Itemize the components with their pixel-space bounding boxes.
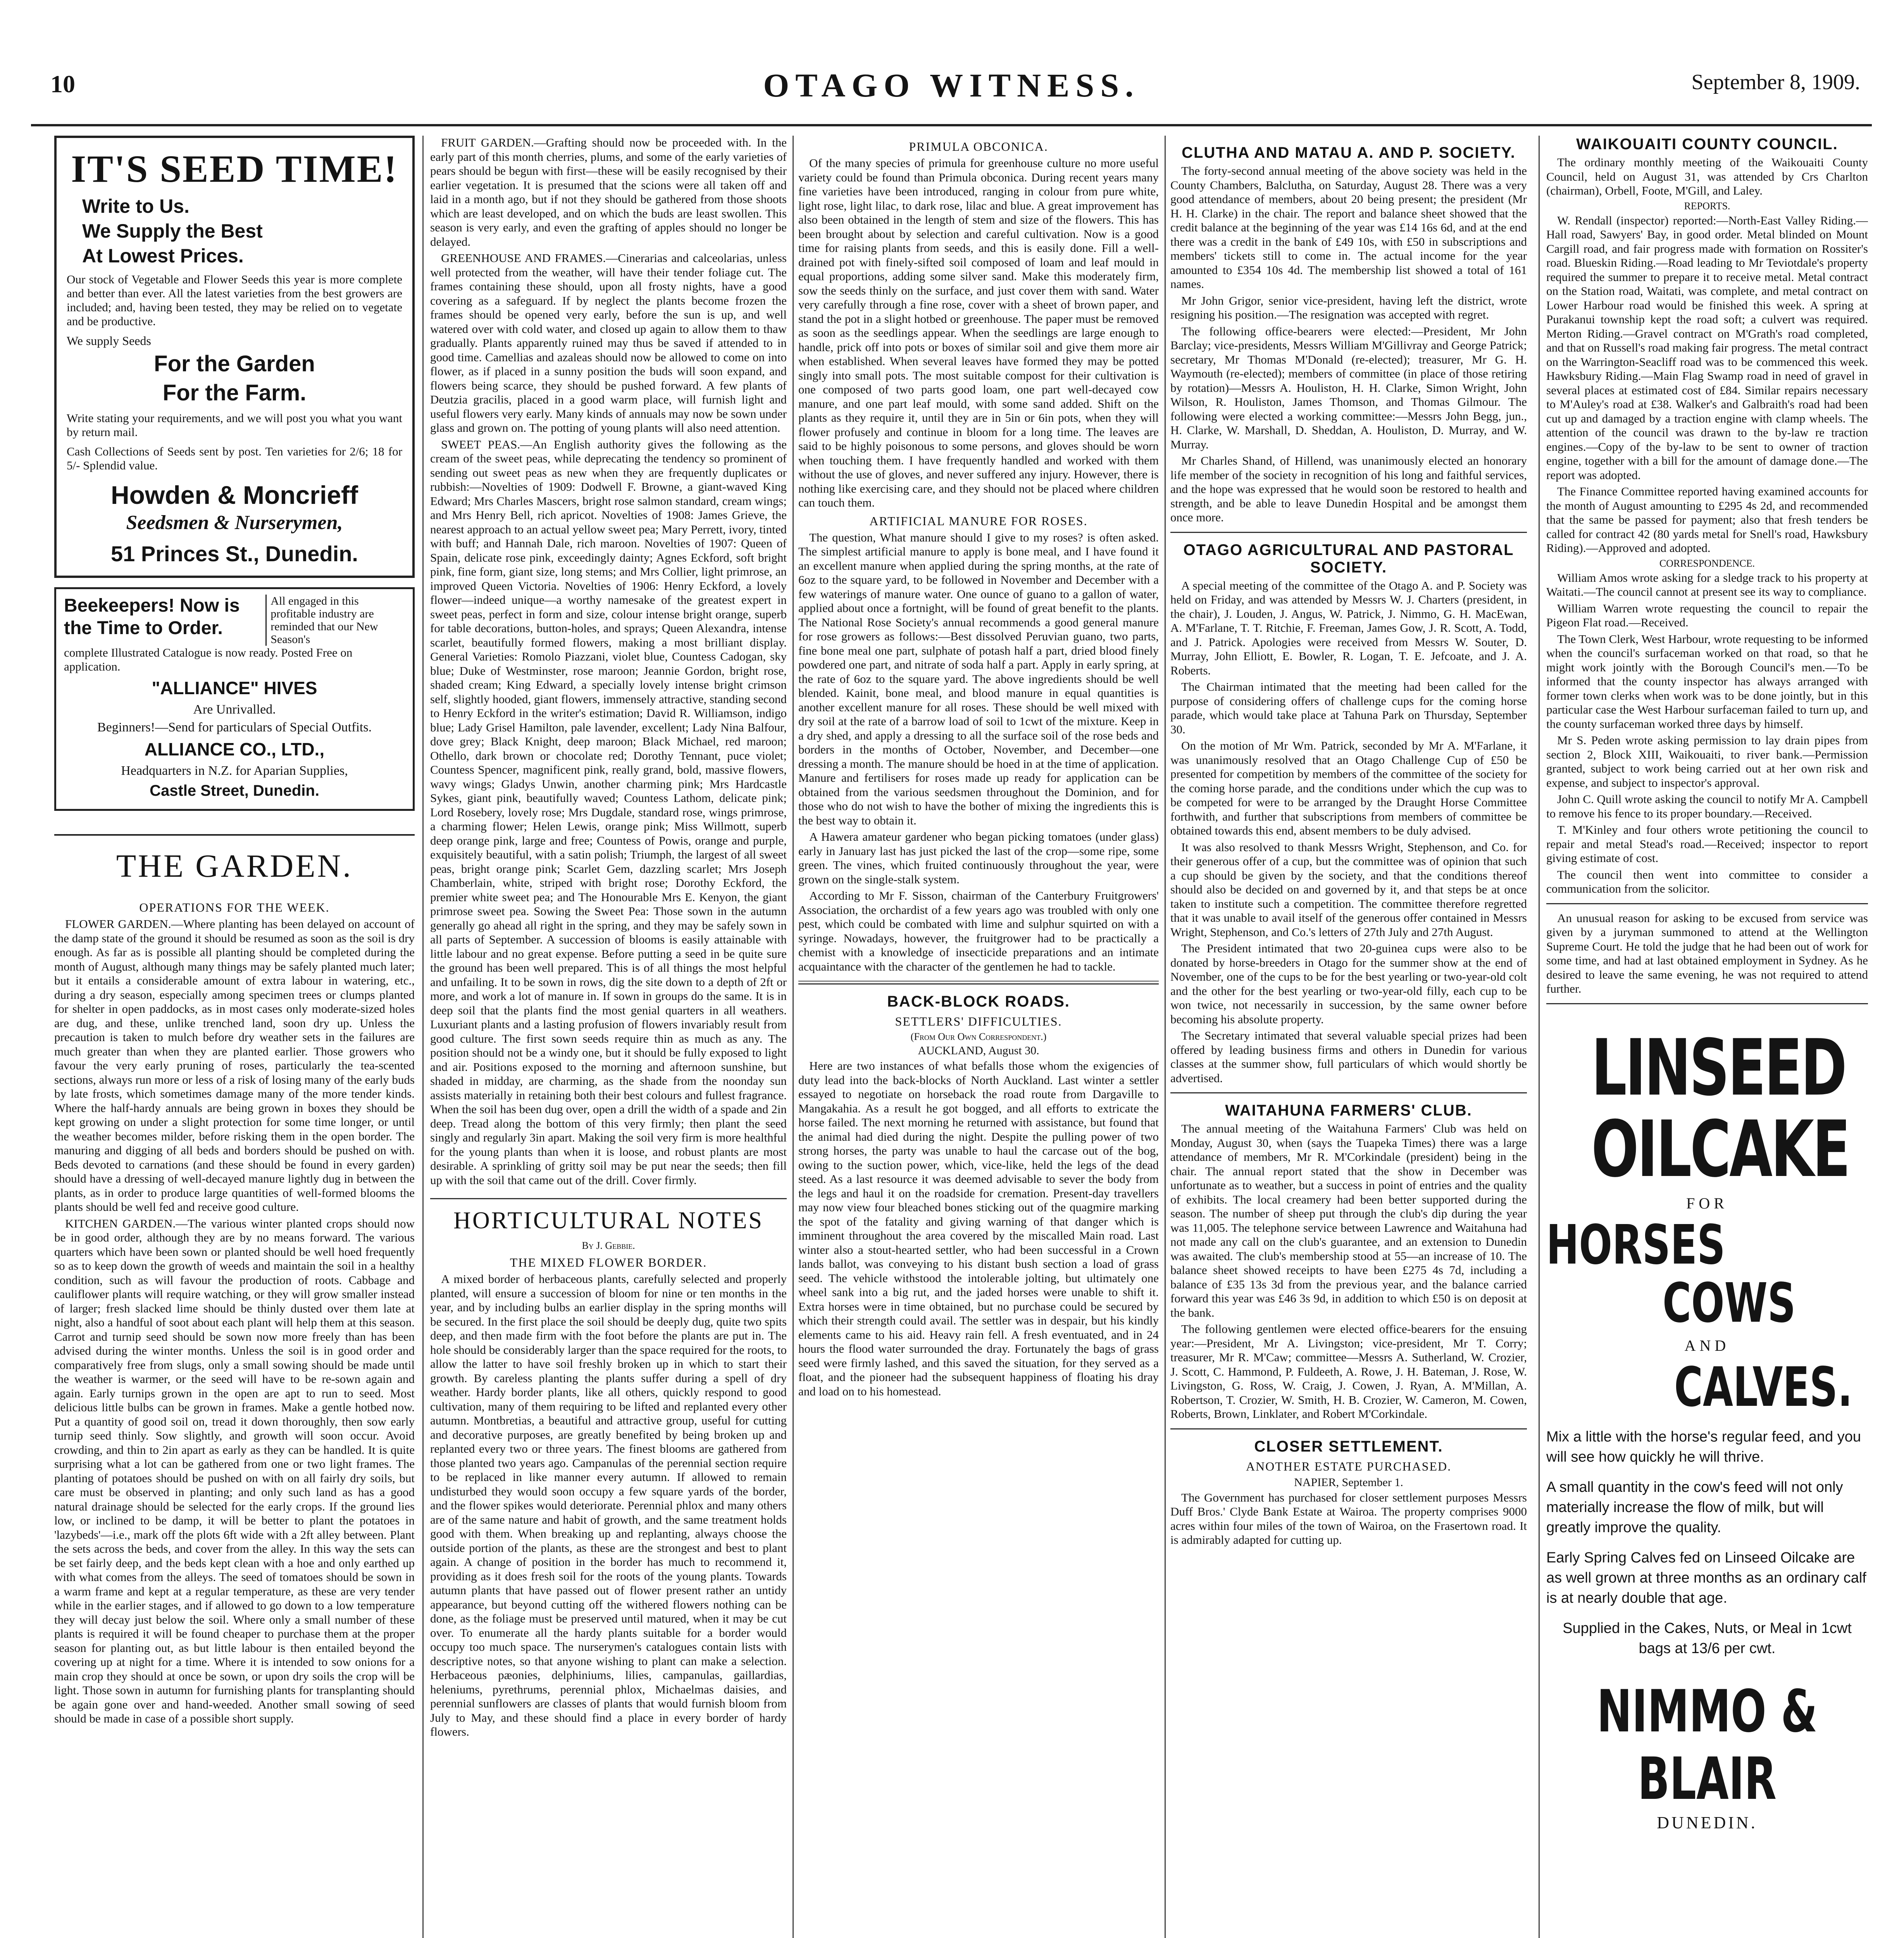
linseed-ad-text: Early Spring Calves fed on Linseed Oilcake are as well grown at three months as an ordinary calf is at nearly double that age.: [1546, 1549, 1866, 1606]
article-paragraph: On the motion of Mr Wm. Patrick, seconded by Mr A. M'Farlane, it was unanimously resolved that an Otago Challenge Cup of £50 be presented for competition by members of the committee of the society for the coming horse parade, and the conditions under which the cup was to be competed for were to be arranged by the Draught Horse Committee forthwith, and further that subscriptions from members of committee be obtained towards this end, absent members to be duly advised.: [1170, 739, 1527, 837]
bee-ad-company: ALLIANCE CO., LTD.,: [144, 739, 325, 759]
column-divider: [422, 136, 424, 1938]
linseed-ad-title-2: OILCAKE: [1591, 1104, 1849, 1195]
section-divider: [1170, 1092, 1527, 1093]
article-paragraph: The forty-second annual meeting of the above society was held in the County Chambers, Balclutha, on Saturday, August 28. There was a very good attendance of members, about 20 being present; the president (Mr H. H. Clarke) in the chair. The report and balance sheet showed that the credit balance at the beginning of the year was £14 16s 6d, and at the end there was a credit in the bank of £49 10s, with £50 in subscriptions and members' tickets still to come in. The actual income for the year amounted to £354 10s 4d. The membership list showed a total of 161 names.: [1170, 164, 1527, 291]
column-2: [430, 136, 787, 1938]
article-paragraph: It was also resolved to thank Messrs Wright, Stephenson, and Co. for their generous offer of a cup, but the committee was of opinion that such a cup should be given by the society, and that the conditions thereof should also be decided on and governed by it, and that steps be at once taken to institute such a competition. The committee therefore regretted that it was unable to avail itself of the generous offer contained in Messrs Wright, Stephenson, and Co.'s letters of 27th July and 27th August.: [1170, 840, 1527, 939]
column-3: [798, 136, 1159, 1938]
article-paragraph: The ordinary monthly meeting of the Waikouaiti County Council, held on August 31, was attended by Crs Charlton (chairman), Orbell, Foote, M'Gill, and Laley.: [1546, 155, 1868, 197]
article-paragraph: A mixed border of herbaceous plants, carefully selected and properly planted, will ensure a succession of bloom for nine or ten months in the year, and by including bulbs an earlier display in the spring months will be secured. In the first place the soil should be deeply dug, quite two spits deep, and then made firm with the foot before the plants are put in. The hole should be considerably larger than the space required for the roots, to allow the latter to have soil freshly broken up in which to start their growth. By careless planting the plants suffer during a spell of dry weather. Hardy border plants, like all others, quickly respond to good cultivation, many of them requiring to be lifted and replanted every other autumn. Montbretias, a beautiful and attractive group, useful for cutting and decorative purposes, are greatly benefited by being broken up and replanted every two or three years. The finest blooms are gathered from those planted two years ago. Campanulas of the perennial section require to be replaced in like manner every autumn. If allowed to remain undisturbed they would soon occupy a few square yards of the border, and the flower spikes would deteriorate. Perennial phlox and many others are of the same nature and habit of growth, and the same treatment holds good with them. When breaking up and replanting, always choose the outside portion of the plants, as these are the strongest and best to plant again. A change of position in the border has much to recommend it, providing as it does fresh soil for the roots of the young plants. Towards autumn plants that have passed out of flower present rather an untidy appearance, but beyond cutting off the withered flowers nothing can be done, as the foliage must be preserved until matured, when it may be cut over. To enumerate all the hardy plants suitable for a border would occupy too much space. The nurserymen's catalogues contain lists with descriptive notes, so that anyone wishing to plant can make a selection. Herbaceous pæonies, delphiniums, lilies, campanulas, gaillardias, heleniums, pyrethrums, perennial phlox, Michaelmas daisies, and perennial sunflowers are classes of plants that would furnish bloom from July to May, and these should find a place in every border of hardy flowers.: [430, 1272, 787, 1738]
section-title-closer: CLOSER SETTLEMENT.: [1254, 1438, 1443, 1455]
article-paragraph: Of the many species of primula for greenhouse culture no more useful variety could be found than Primula obconica. During recent years many fine varieties have been introduced, ranging in colour from pure white, light rose, light lilac, to dark rose, lilac and blue. A great improvement has also been obtained in the length of stem and size of the flowers. This has been brought about by selection and careful cultivation. Now is a good time for raising plants from seeds, and this is easily done. Fill a well-drained pot with finely-sifted soil composed of loam and leaf mould in equal proportions, adding some silver sand. Make this moderately firm, sow the seeds thinly on the surface, and just cover them with sand. Water very carefully through a fine rose, cover with a sheet of brown paper, and stand the pot in a slight hotbed or greenhouse. The paper must be removed as soon as the seedlings appear. When the seedlings are large enough to handle, prick off into pots or boxes of similar soil and give them more air when established. When several leaves have formed they may be potted singly into small pots. The most suitable compost for their cultivation is one composed of two parts good loam, one part well-decayed cow manure, and one part leaf mould, with some sand added. Shift on the plants as they require it, until they are in 5in or 6in pots, when they will flower profusely and continue in bloom for a long time. The leaves are said to be highly poisonous to some persons, and gloves should be worn when touching them. I have frequently handled and worked with them without the use of gloves, and never suffered any injury. However, there is nothing like exercising care, and they should not be placed where children can touch them.: [798, 156, 1159, 509]
article-paragraph: KITCHEN GARDEN.—The various winter planted crops should now be in good order, although they are by no means forward. The various quarters which have been sown or planted should be well hoed frequently so as to keep down the growth of weeds and maintain the soil in a healthy condition, such as will favour the production of roots. Cabbage and cauliflower plants will require watching, or they will grow smaller instead of larger; fresh slacked lime should be thinly dusted over them late at night, also a handful of soot about each plant will help them at this season. Carrot and turnip seed should be sown now more freely than has been advised during the winter months. Unless the soil is in good order and comparatively free from slugs, only a small sowing should be made until the weather is warmer, or the seed will have to be re-sown again and again. Early turnips grown in the open are apt to run to seed. Most delicious little bulbs can be grown in frames. Make a gentle hotbed now. Put a quantity of good soil on, tread it down thoroughly, then sow early turnip seed thinly. Sow slightly, and growth will soon occur. Avoid crowding, and thin to 2in apart as early as they can be handled. It is quite surprising what a lot can be gathered from one or two light frames. The planting of potatoes should be pushed on with on all fairly dry soils, but care must be observed in planting; and only such land as has a good natural drainage should be selected for the early crops. If the ground lies low, or inclined to be damp, it will be better to plant the potatoes in 'lazybeds'—i.e., mark off the plots 6ft wide with a 2ft alley between. Plant the sets across the beds, and cover from the alley. In this way the sets can be set fairly deep, and the beds kept clean with a hoe and only earthed up with what comes from the alleys. The seed of tomatoes should be sown in a warm frame and kept at a regular temperature, as these are very tender while in the earlier stages, and if allowed to go down to a low temperature they will decay just below the soil. Where only a small number of these plants is required it will be found cheaper to purchase them at the proper season for planting out, as but little labour is then entailed beyond the covering up at night for a time. Where it is intended to sow onions for a main crop they should at once be sown, or upon dry soils the crop will be light. Those sown in autumn for furnishing plants for transplanting should be again gone over and hand-weeded. Another small sowing of seed should be made in case of a possible short supply.: [54, 1216, 415, 1725]
linseed-ad-price: Supplied in the Cakes, Nuts, or Meal in 1cwt bags at 13/6 per cwt.: [1563, 1620, 1852, 1657]
dateline: NAPIER, September 1.: [1294, 1476, 1403, 1489]
article-paragraph: SWEET PEAS.—An English authority gives the following as the cream of the sweet peas, while deprecating the tendency so prominent of sending out sweet peas as new when they are frequently duplicates or rubbish:—Novelties of 1909: Dodwell F. Browne, a giant-waved King Edward; Mrs Charles Mascers, bright rose salmon standard, cream wings; and Mrs Henry Bell, rich apricot. Novelties of 1908: James Grieve, the nearest approach to an actual yellow sweet pea; Mary Perrett, ivory, tinted with buff; and Hannah Dale, rich maroon. Novelties of 1907: Queen of Spain, delicate rose pink, exceedingly dainty; Agnes Eckford, soft bright pink, fine form, giant size, long stems; and Mrs Collier, light primrose, an improved Queen Victoria. Novelties of 1906: Henry Eckford, a lovely flower—indeed unique—a worthy namesake of the greatest expert in sweet peas, perfect in form and size, colour intense bright orange, superb for table decorations, button-holes, and sprays; Queen Alexandra, intense scarlet, beautifully formed flowers, making a most brilliant display. General Varieties: Romolo Piazzani, violet blue, Countess Cadogan, sky blue; Duke of Westminster, rose maroon; Jeannie Gordon, bright rose, shaded cream; King Edward, a specially lovely intense bright crimson self, slightly hooded, giant flowers, immensely attractive, standing second to Henry Eckford in the writer's estimation; David R. Williamson, indigo blue; Lady Grisel Hamilton, pale lavender, excellent; Lady Nina Balfour, dove grey; Black Knight, deep maroon; Black Michael, red maroon; Othello, dark brown or chocolate red; Dorothy Tennant, puce violet; Countess Spencer, magnificent pink, really grand, bold, massive flowers, wavy wings; Gladys Unwin, another charming pink; Mrs Hardcastle Sykes, giant pink, beautifully waved; Countess Lathom, delicate pink; Lord Rosebery, lovely rose; Mrs Dugdale, standard rose, wings primrose, a charming flower; Helen Lewis, orange pink; Miss Willmott, superb deep orange pink, large and free; Countess of Powis, orange and purple, exquisitely beautiful, with a satin polish; Triumph, the largest of all sweet peas, bright orange pink; Scarlet Gem, dazzling scarlet; Mrs Joseph Chamberlain, white, striped with bright rose; Dorothy Eckford, the premier white sweet pea; and The Honourable Mrs E. Kenyon, the giant primrose sweet pea. Sowing the Sweet Pea: Those sown in the autumn generally go ahead all right in the spring, and they may be safely sown in all parts of September. A succession of blooms is easily attainable with little labour and no great expense. Before putting a seed in be quite sure the ground has been well prepared. This is of all things the most helpful and unfailing. It to be sown in rows, dig the site down to a depth of 2ft or more, and work a lot of manure in. If sown in groups do the same. It is in deep soil that the plants find the most genial quarters in all weathers. Luxuriant plants and a lasting profusion of flowers invariably result from good culture. The first sown seeds require thin as much as any. The position should not be a windy one, but it should be fully exposed to light and air. Positions exposed to the morning and afternoon sunshine, but shaded in midday, are charming, as the shade from the noonday sun assists materially in retaining both their best colours and fullest fragrance. When the soil has been dug over, open a drill the width of a spade and 2in deep. Tread along the bottom of this very firmly; then plant the seed singly and regularly 3in apart. Making the soil very firm is more healthful for the young plants than when it is loose, and robust plants are most desirable. A sprinkling of gritty soil may be put near the seeds; then fill up with the soil that came out of the drill. Cover firmly.: [430, 437, 787, 1187]
bee-ad-beginners: Beginners!—Send for particulars of Special Outfits.: [97, 720, 372, 735]
article-paragraph: The council then went into committee to consider a communication from the solicitor.: [1546, 867, 1868, 895]
article-paragraph: The question, What manure should I give to my roses? is often asked. The simplest artificial manure to apply is bone meal, and I have found it an excellent manure when applied during the spring months, at the rate of 6oz to the square yard, to be followed in November and December with a few waterings of manure water. One ounce of guano to a gallon of water, applied about once a fortnight, will be found of great benefit to the plants. The National Rose Society's annual recommends a good general manure for rose growers as follows:—Best dissolved Peruvian guano, two parts, fine bone meal one part, sulphate of potash half a part, dried blood finely powdered one part, and nitrate of soda half a part. Apply in early spring, at the rate of 6oz to the square yard. The above ingredients should be well blended. Kainit, bone meal, and blood manure in equal quantities is another excellent manure for all roses. These should be well mixed with dry soil at the rate of a barrow load of soil to 1cwt of the mixture. Keep in a dry shed, and apply a dressing to all the surface soil of the rose beds and borders in the months of October, November, and December—one dressing a month. The manure should be hoed in at the time of application. Manure and fertilisers for roses made up ready for application can be obtained from the various seedsmen throughout the Dominion, and for those who do not wish to have the bother of mixing the ingredients this is the best way to obtain it.: [798, 530, 1159, 827]
ops-heading: OPERATIONS FOR THE WEEK.: [139, 900, 330, 914]
article-paragraph: The Secretary intimated that several valuable special prizes had been offered by leading business firms and others in Dunedin for various classes at the summer show, full particulars of which would shortly be advertised.: [1170, 1029, 1527, 1085]
article-paragraph: An unusual reason for asking to be excused from service was given by a juryman summoned to attend at the Wellington Supreme Court. He told the judge that he had been out of work for some time, and had at last obtained employment in Sydney. As he desired to leave the same evening, he was not required to attend further.: [1546, 911, 1868, 995]
seed-ad-supply: We supply Seeds: [67, 334, 151, 348]
linseed-ad-horses: HORSES: [1546, 1213, 1725, 1277]
column-divider: [793, 136, 794, 1938]
linseed-ad-and: AND: [1684, 1336, 1730, 1354]
column-divider: [1539, 136, 1540, 1938]
article-paragraph: Mr Charles Shand, of Hillend, was unanimously elected an honorary life member of the society in recognition of his long and faithful services, and the hope was expressed that he would soon be restored to health and strength, and be able to leave Dunedin Hospital and be amongst them once more.: [1170, 454, 1527, 524]
section-divider: [1170, 1428, 1527, 1429]
linseed-ad-for: FOR: [1686, 1194, 1728, 1212]
column-divider: [1165, 136, 1166, 1938]
article-paragraph: The annual meeting of the Waitahuna Farmers' Club was held on Monday, August 30, when (says the Tuapeka Times) there was a large attendance of members, Mr R. M'Corkindale (president) being in the chair. The annual report stated that the show in December was unfortunate as to weather, but a success in point of entries and the quality of exhibits. The local creamery had been better supported during the season. The number of sheep put through the club's dip during the year was 11,005. The telephone service between Lawrence and Waitahuna had not made any call on the club's guarantee, and an extension to Dunedin was awaited. The club's membership stood at 55—an increase of 10. The balance sheet showed receipts to have been £275 4s 7d, including a balance of £35 13s 3d from the previous year, and the balance carried forward this year was £46 3s 9d, in addition to which £50 is on deposit at the bank.: [1170, 1122, 1527, 1319]
article-paragraph: The following office-bearers were elected:—President, Mr John Barclay; vice-presidents, Messrs William M'Gillivray and George Patrick; secretary, Mr Thomas M'Donald (re-elected); treasurer, Mr G. H. Waymouth (re-elected); members of committee (in place of those retiring by rotation)—Messrs A. Houliston, H. H. Clarke, Simon Wright, John Wilson, R. Houliston, James Thomson, and Thomas Gilmour. The following were elected a working committee:—Messrs John Begg, jun., H. Clarke, W. Marshall, D. Sheddan, A. Houliston, D. Murray, and W. Murray.: [1170, 324, 1527, 451]
seed-ad-body: Our stock of Vegetable and Flower Seeds this year is more complete and better than ever. All the latest varieties from the best growers are included; and, having been tested, they may be relied on to vegetate and be productive.: [67, 272, 402, 328]
article-paragraph: William Warren wrote requesting the council to repair the Pigeon Flat road.—Received.: [1546, 601, 1868, 629]
bee-ad-street: Castle Street, Dunedin.: [150, 782, 319, 799]
seed-ad-line: Write to Us.: [82, 195, 190, 217]
linseed-advert: [1546, 1022, 1868, 1833]
article-paragraph: W. Rendall (inspector) reported:—North-East Valley Riding.—Hall road, Sawyers' Bay, in good order. Metal blinded on Mount Cargill road, and fair progress made with formation on Rossiter's road. Blueskin Riding.—Road leading to Mr Teviotdale's property required the summer to prepare it to receive metal. Metal contract on the Station road, Waitati, was complete, and metal contract on Lower Harbour road would be finished this week. A spring at Purakanui township kept the road soft; a culvert was required. Merton Riding.—Gravel contract on M'Grath's road completed, and that on Russell's road making fair progress. The metal contract on the Warrington-Seacliff road was to be commenced this week. Hawksbury Riding.—Main Flag Swamp road in need of gravel in several places at estimated cost of £84. Similar repairs necessary to M'Auley's road at £38. Walker's and Galbraith's road had been cut up and damaged by a traction engine with clamp wheels. The attention of the council was drawn to the by-law re traction engines.—Copy of the by-law to be sent to owner of traction engine, together with a bill for the amount of damage done.—The report was adopted.: [1546, 213, 1868, 482]
seed-ad-firm-sub: Seedsmen & Nurserymen,: [126, 512, 343, 534]
subheading-reports: REPORTS.: [1684, 200, 1730, 212]
article-paragraph: A Hawera amateur gardener who began picking tomatoes (under glass) early in January last has just picked the last of the crop—some ripe, some green. The vines, which fruited continuously throughout the year, were grown on the single-stalk system.: [798, 830, 1159, 886]
page-number: 10: [50, 70, 75, 98]
issue-date: September 8, 1909.: [1691, 70, 1860, 94]
article-paragraph: Mr John Grigor, senior vice-president, having left the district, wrote resigning his position.—The resignation was accepted with regret.: [1170, 293, 1527, 321]
bee-ad-body: complete Illustrated Catalogue is now ready. Posted Free on application.: [64, 646, 353, 673]
seed-ad-line: We Supply the Best: [82, 220, 263, 242]
article-paragraph: A special meeting of the committee of the Otago A. and P. Society was held on Friday, and was attended by Messrs W. J. Charters (president, in the chair), J. Louden, J. Angus, W. Patrick, J. Nimmo, G. H. MacEwan, A. M'Farlane, T. T. Ritchie, F. Freeman, James Gow, J. R. Scott, A. Todd, and J. Patrick. Apologies were received from Messrs W. Souter, D. Murray, John Elliott, E. Bowler, R. Logan, T. E. Jefcoate, and J. A. Roberts.: [1170, 578, 1527, 677]
subheading: PRIMULA OBCONICA.: [909, 140, 1048, 153]
subheading: THE MIXED FLOWER BORDER.: [510, 1255, 707, 1269]
section-divider: [1546, 903, 1868, 904]
subheading-correspondence: CORRESPONDENCE.: [1659, 557, 1755, 569]
section-divider: [1170, 532, 1527, 533]
article-paragraph: Here are two instances of what befalls those whom the exigencies of duty lead into the back-blocks of North Auckland. Last winter a settler essayed to negotiate on horseback the road route from Dargaville to Mangakahia. As a result he got bogged, and all efforts to extricate the horse failed. The next morning he returned with assistance, but found that the animal had died during the night. Despite the pulling power of two strong horses, the party was unable to haul the carcase out of the bog, owing to the suction power, which, vice-like, held the legs of the dead steed. As a last resource it was deemed advisable to sever the body from the legs and haul it on the roadside for cremation. Present-day travellers may now view four bleached bones sticking out of the quagmire marking the spot of the fatality and giving warning of that danger which is imminent throughout the area covered by the miscalled Main road. Last winter also a stout-hearted settler, who had been successful in a Crown lands ballot, was conveying to his distant bush section a load of grass seed. The vehicle withstood the intolerable jolting, but ultimately one wheel sank into a big rut, and the jaded horses were unable to shift it. Extra horses were in time obtained, but no purchase could be secured by which their strength could avail. The settler was in despair, but his kindly elements came to his aid. Heavy rain fell. A fresh eventuated, and in 24 hours the flood water surrounded the dray. Fortunately the bags of grass seed were firmly lashed, and this saved the situation, for they served as a float, and the pioneer had the subsequent happiness of floating his dray and load on to his homestead.: [798, 1059, 1159, 1398]
newspaper-title: OTAGO WITNESS.: [763, 67, 1140, 104]
linseed-ad-calves: CALVES.: [1674, 1355, 1853, 1419]
section-title-horticultural: HORTICULTURAL NOTES: [430, 1198, 787, 1235]
byline: By J. Gebbie.: [582, 1240, 635, 1251]
article-paragraph: The President intimated that two 20-guinea cups were also to be donated by horse-breeders in Otago for the summer show at the end of November, one of the cups to be for the best yearling or two-year-old colt and the other for the best yearling or two-year-old filly, each cup to be won twice, not necessarily in succession, by the same owner before becoming his absolute property.: [1170, 941, 1527, 1026]
subheading: SETTLERS' DIFFICULTIES.: [895, 1014, 1062, 1028]
section-divider: [1546, 1003, 1868, 1004]
article-paragraph: The following gentlemen were elected office-bearers for the ensuing year:—President, Mr A. Livingston; vice-president, Mr T. Corry; treasurer, Mr R. M'Caw; committee—Messrs A. Sutherland, W. Crozier, J. Scott, C. Hammond, P. Fuldeeth, A. Rowe, J. H. Bateman, J. Rose, W. Livingston, G. Ross, W. Craig, J. Cowen, J. Ryan, A. M'Millan, A. Robertson, T. Crozier, W. Smith, H. B. Crozier, W. Cameron, M. Cowen, Roberts, Brown, Linklater, and Robert M'Corkindale.: [1170, 1322, 1527, 1421]
article-paragraph: Mr S. Peden wrote asking permission to lay drain pipes from section 2, Block XIII, Waikouaiti, to river bank.—Permission granted, subject to work being carried out at her own risk and expense, and subject to inspector's approval.: [1546, 733, 1868, 790]
seed-ad-address: 51 Princes St., Dunedin.: [111, 541, 358, 566]
linseed-ad-text: Mix a little with the horse's regular feed, and you will see how quickly he will thrive.: [1546, 1428, 1861, 1465]
section-divider: [798, 981, 1159, 985]
bee-ad-hives: "ALLIANCE" HIVES: [152, 678, 317, 698]
masthead: [35, 54, 1868, 120]
linseed-ad-town: DUNEDIN.: [1657, 1813, 1758, 1832]
column-1: [54, 136, 415, 1938]
dateline: AUCKLAND, August 30.: [918, 1044, 1039, 1057]
column-5: [1546, 136, 1868, 1938]
article-paragraph: The Finance Committee reported having examined accounts for the month of August amounting to £295 4s 2d, and recommended that the same be passed for payment; also that fresh tenders be called for contract 42 (80 yards metal for Snell's road, Hawksbury Riding).—Approved and adopted.: [1546, 484, 1868, 555]
beekeepers-advert: [54, 587, 415, 811]
seed-ad-firm: Howden & Moncrieff: [111, 481, 358, 509]
seed-ad-for-garden: For the Garden: [154, 351, 315, 376]
section-title-backblock: BACK-BLOCK ROADS.: [887, 993, 1070, 1010]
masthead-rule: [31, 124, 1872, 126]
article-paragraph: The Government has purchased for closer settlement purposes Messrs Duff Bros.' Clyde Bank Estate at Wairoa. The property comprises 9000 acres within four miles of the town of Wairoa, on the Frasertown road. It is admirably adapted for cutting up.: [1170, 1490, 1527, 1547]
linseed-ad-title: LINSEED: [1591, 1022, 1845, 1113]
seed-ad-line: At Lowest Prices.: [82, 245, 244, 267]
linseed-ad-text: A small quantity in the cow's feed will not only materially increase the flow of milk, but will greatly improve the quality.: [1546, 1479, 1843, 1536]
article-paragraph: The Chairman intimated that the meeting had been called for the purpose of considering offers of challenge cups for the coming horse parade, which would take place at Tahuna Park on Thursday, September 30.: [1170, 680, 1527, 736]
section-title-waikouaiti: WAIKOUAITI COUNTY COUNCIL.: [1576, 136, 1838, 153]
article-paragraph: William Amos wrote asking for a sledge track to his property at Waitati.—The council cannot at present see its way to compliance.: [1546, 571, 1868, 598]
seed-ad-write: Write stating your requirements, and we will post you what you want by return mail.: [67, 411, 402, 439]
article-paragraph: T. M'Kinley and four others wrote petitioning the council to repair and metal Stead's road.—Received; inspector to report giving estimate of cost.: [1546, 823, 1868, 865]
bee-ad-hq: Headquarters in N.Z. for Aparian Supplies,: [121, 764, 348, 778]
seed-advert: [54, 136, 415, 578]
subheading: ARTIFICIAL MANURE FOR ROSES.: [869, 514, 1088, 528]
article-paragraph: FLOWER GARDEN.—Where planting has been delayed on account of the damp state of the ground it should be resumed as soon as the soil is dry enough. As far as is possible all planting should be completed during the month of August, although many things may be safely planted much later; but it entails a considerable amount of extra labour in watering, etc., during a dry season, especially among specimen trees or clumps planted for shelter in open paddocks, as in most cases only moderate-sized holes are dug, and these, unlike trenched land, soon dry up. Unless the precaution is taken to mulch before dry weather sets in the failures are much greater than when they are planted earlier. Those growers who favour the very early pruning of roses, particularly the tea-scented sections, always run more or less of a risk of losing many of the early buds by late frosts, which sometimes damage many of the more tender kinds. Where the half-hardy annuals are being grown in boxes they should be kept growing on under a slight protection for some time longer, or until the weather becomes milder, before risking them in the open border. The manuring and digging of all beds and borders should be pushed on with. Beds devoted to carnations (and these should be found in every garden) should have a dressing of well-decayed manure lightly dug in between the plants, as in order to produce large quantities of well-formed blooms the plants should be well fed and receive good culture.: [54, 917, 415, 1214]
article-paragraph: FRUIT GARDEN.—Grafting should now be proceeded with. In the early part of this month cherries, plums, and some of the early varieties of pears should be begun with first—these will be easily recognised by their earlier vegetation. It is presumed that the scions were all taken off and laid in a month ago, but if not they should be gathered from those shoots which are least developed, and on which the buds are least swollen. This season is very early, and even the grafting of apples should no longer be delayed.: [430, 136, 787, 248]
bee-ad-headline: Beekeepers! Now is the Time to Order.: [64, 595, 240, 638]
section-title-clutha: CLUTHA AND MATAU A. AND P. SOCIETY.: [1182, 144, 1516, 161]
article-paragraph: According to Mr F. Sisson, chairman of the Canterbury Fruitgrowers' Association, the orchardist of a few years ago was troubled with only one pest, which could be combated with lime and sulphur squirted on with a syringe. Nowadays, however, the fruitgrower had to be practically a chemist with a knowledge of insecticide preparations and an intimate acquaintance with the character of the gentlemen he had to tackle.: [798, 889, 1159, 973]
linseed-ad-cows: COWS: [1663, 1271, 1796, 1335]
seed-ad-cash: Cash Collections of Seeds sent by post. Ten varieties for 2/6; 18 for 5/- Splendid value.: [67, 445, 402, 472]
article-paragraph: John C. Quill wrote asking the council to notify Mr A. Campbell to remove his fence to its proper boundary.—Received.: [1546, 792, 1868, 820]
linseed-ad-firm: NIMMO & BLAIR: [1597, 1678, 1818, 1813]
seed-ad-headline: IT'S SEED TIME!: [71, 147, 398, 190]
subheading: ANOTHER ESTATE PURCHASED.: [1246, 1459, 1452, 1473]
column-4: [1170, 136, 1527, 1938]
section-title-garden: THE GARDEN.: [54, 834, 415, 885]
article-paragraph: GREENHOUSE AND FRAMES.—Cinerarias and calceolarias, unless well protected from the weather, will have their tender foliage cut. The frames containing these should, upon all frosty nights, have a good covering as a safeguard. If by neglect the plants become frozen the frames should be opened very early, before the sun is up, and well watered over with cold water, and closed up again to allow them to thaw gradually. Plants apparently ruined may thus be saved if attended to in good time. Camellias and azaleas should now be allowed to come on into flower, as if placed in a sunny position the buds will soon expand, and flowers being scarce, they should be pushed forward. A few plants of Deutzia gracilis, placed in a good warm place, will furnish light and useful flowers very early. Many kinds of annuals may now be sown under glass and grown on. The potting of young plants will also need attention.: [430, 251, 787, 434]
bee-ad-notice: All engaged in this profitable industry are reminded that our New Season's: [265, 595, 405, 646]
correspondent-note: (From Our Own Correspondent.): [910, 1031, 1047, 1042]
section-title-waitahuna: WAITAHUNA FARMERS' CLUB.: [1225, 1102, 1472, 1119]
seed-ad-for-farm: For the Farm.: [162, 380, 307, 405]
article-paragraph: The Town Clerk, West Harbour, wrote requesting to be informed when the council's surfaceman worked on that road, so that he might work jointly with the Borough Council's men.—To be informed that the county inspector has always arranged with former town clerks when work was to be done jointly, but in this particular case the West Harbour surfaceman failed to turn up, and the county surfaceman worked three days by himself.: [1546, 632, 1868, 731]
bee-ad-unrivalled: Are Unrivalled.: [193, 702, 276, 717]
section-title-otago-ap: OTAGO AGRICULTURAL AND PASTORAL SOCIETY.: [1183, 541, 1514, 576]
